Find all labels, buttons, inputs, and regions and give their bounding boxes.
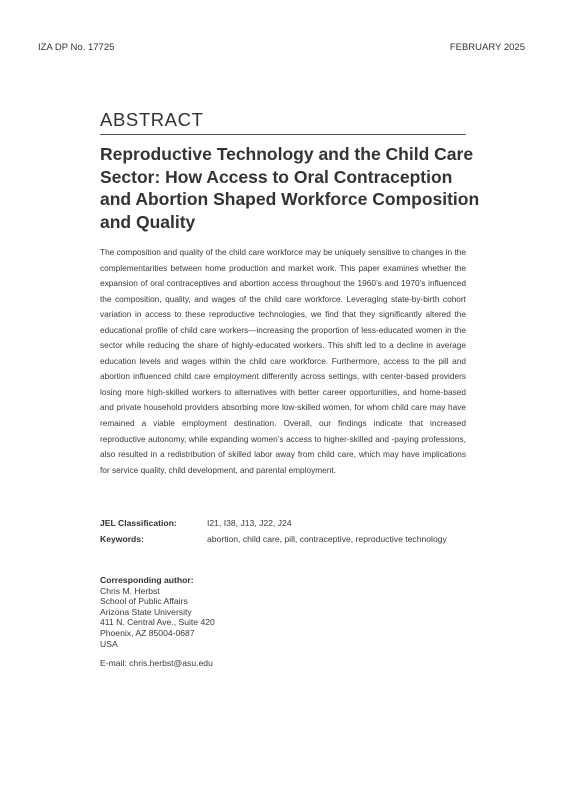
section-divider — [100, 134, 466, 135]
corresponding-author-block — [100, 575, 215, 649]
jel-label: JEL Classification: — [100, 518, 177, 528]
author-university: Arizona State University — [100, 606, 192, 617]
publication-date: FEBRUARY 2025 — [449, 42, 525, 53]
author-name: Chris M. Herbst — [100, 585, 160, 596]
corresponding-author-label: Corresponding author: — [100, 575, 194, 585]
abstract-text: The composition and quality of the child care workforce may be uniquely sensitive to changes in the complementarities between home production and market work. This paper examines whether the expansion of oral contraceptives and abortion access throughout the 1960’s and 1970’s influenced the composition, quality, and wages of the child care workforce. Leveraging state-by-birth cohort variation in access to these reproductive technologies, we find that they significantly altered the educational profile of child care workers—increasing the proportion of less-educated women in the sector while reducing the share of highly-educated workers. This shift led to a decline in average education levels and wages within the child care workforce. Furthermore, access to the pill and abortion influenced child care employment differently across settings, with center-based providers losing more high-skilled workers to alternatives with better career opportunities, and home-based and private household providers absorbing more low-skilled women, for whom child care may have remained a viable employment destination. Overall, our findings indicate that increased reproductive autonomy, while expanding women’s access to higher-skilled and -paying professions, also resulted in a redistribution of skilled labor away from child care, which may have implications for service quality, child development, and parental employment. — [100, 247, 466, 475]
keywords-list: abortion, child care, pill, contraceptive, reproductive technology — [207, 534, 447, 544]
section-heading: ABSTRACT — [100, 109, 204, 130]
paper-title: Reproductive Technology and the Child Care Sector: How Access to Oral Contraception and Abortion Shaped Workforce Composition and Quality — [100, 144, 480, 232]
jel-codes: I21, I38, J13, J22, J24 — [207, 518, 292, 528]
author-street: 411 N. Central Ave., Suite 420 — [100, 617, 215, 628]
author-country: USA — [100, 638, 118, 649]
series-number: IZA DP No. 17725 — [38, 42, 115, 53]
author-department: School of Public Affairs — [100, 596, 188, 607]
author-email[interactable]: E-mail: chris.herbst@asu.edu — [100, 658, 213, 668]
author-city: Phoenix, AZ 85004-0687 — [100, 627, 195, 638]
keywords-label: Keywords: — [100, 534, 144, 544]
